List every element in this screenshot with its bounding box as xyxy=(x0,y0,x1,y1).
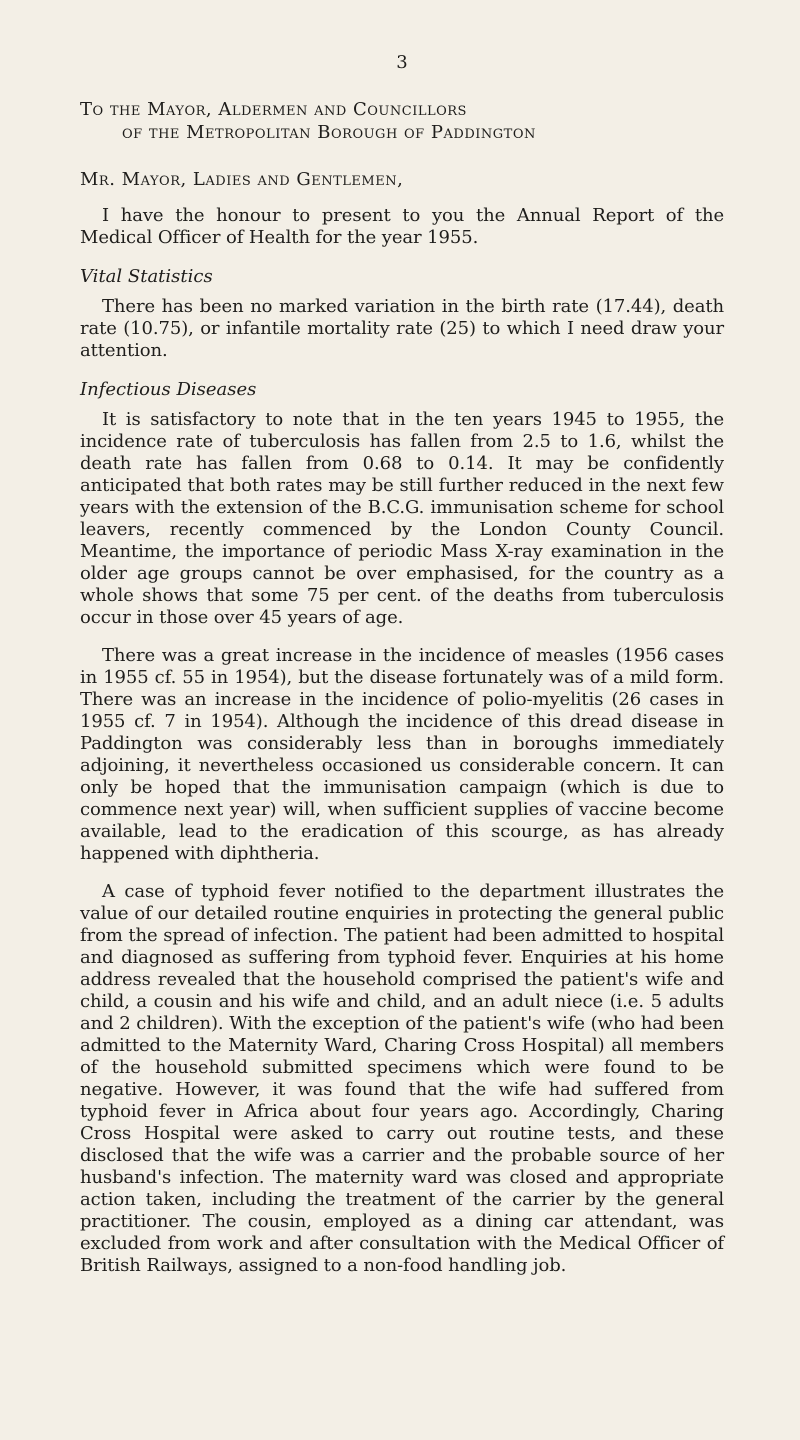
typhoid-paragraph: A case of typhoid fever notified to the department illustrates the value of our detailed routine enquiries in protecting the general public from the spread of infection. The patient had been admitted to hospital and diagnosed as suffering from typhoid fever. Enquiries at his home address revealed that the household comprised the patient's wife and child, a cousin and his wife and child, and an adult niece (i.e. 5 adults and 2 children). With the exception of the patient's wife (who had been admitted to the Maternity Ward, Charing Cross Hospital) all members of the household submitted specimens which were found to be negative. However, it was found that the wife had suffered from typhoid fever in Africa about four years ago. Accordingly, Charing Cross Hospital were asked to carry out routine tests, and these disclosed that the wife was a carrier and the probable source of her husband's infection. The maternity ward was closed and appropriate action taken, including the treatment of the carrier by the general practitioner. The cousin, employed as a dining car attendant, was excluded from work and after consultation with the Medical Officer of British Railways, assigned to a non-food handling job. xyxy=(80,881,724,1276)
vital-statistics-paragraph: There has been no marked variation in the birth rate (17.44), death rate (10.75), or infantile mortality rate (25) to which I need draw your attention. xyxy=(80,296,724,361)
infectious-diseases-heading: Infectious Diseases xyxy=(80,379,257,400)
address-line-2: of the Metropolitan Borough of Paddington xyxy=(122,122,536,143)
salutation: Mr. Mayor, Ladies and Gentlemen, xyxy=(80,169,404,190)
intro-paragraph: I have the honour to present to you the Annual Report of the Medical Officer of Health for the year 1955. xyxy=(80,205,724,248)
address-block xyxy=(80,98,724,144)
address-line-1: To the Mayor, Aldermen and Councillors xyxy=(80,99,467,120)
measles-polio-paragraph: There was a great increase in the incidence of measles (1956 cases in 1955 cf. 55 in 1954), but the disease fortunately was of a mild form. There was an increase in the incidence of polio-myelitis (26 cases in 1955 cf. 7 in 1954). Although the incidence of this dread disease in Paddington was considerably less than in boroughs immediately adjoining, it nevertheless occasioned us considerable concern. It can only be hoped that the immunisation campaign (which is due to commence next year) will, when sufficient supplies of vaccine become available, lead to the eradication of this scourge, as has already happened with diphtheria. xyxy=(80,645,724,864)
report-page xyxy=(80,52,724,1293)
page-number: 3 xyxy=(396,52,408,73)
vital-statistics-heading: Vital Statistics xyxy=(80,266,213,287)
tuberculosis-paragraph: It is satisfactory to note that in the ten years 1945 to 1955, the incidence rate of tuberculosis has fallen from 2.5 to 1.6, whilst the death rate has fallen from 0.68 to 0.14. It may be confidently anticipated that both rates may be still further reduced in the next few years with the extension of the B.C.G. immunisation scheme for school leavers, recently commenced by the London County Council. Meantime, the importance of periodic Mass X-ray examination in the older age groups cannot be over emphasised, for the country as a whole shows that some 75 per cent. of the deaths from tuberculosis occur in those over 45 years of age. xyxy=(80,409,724,628)
